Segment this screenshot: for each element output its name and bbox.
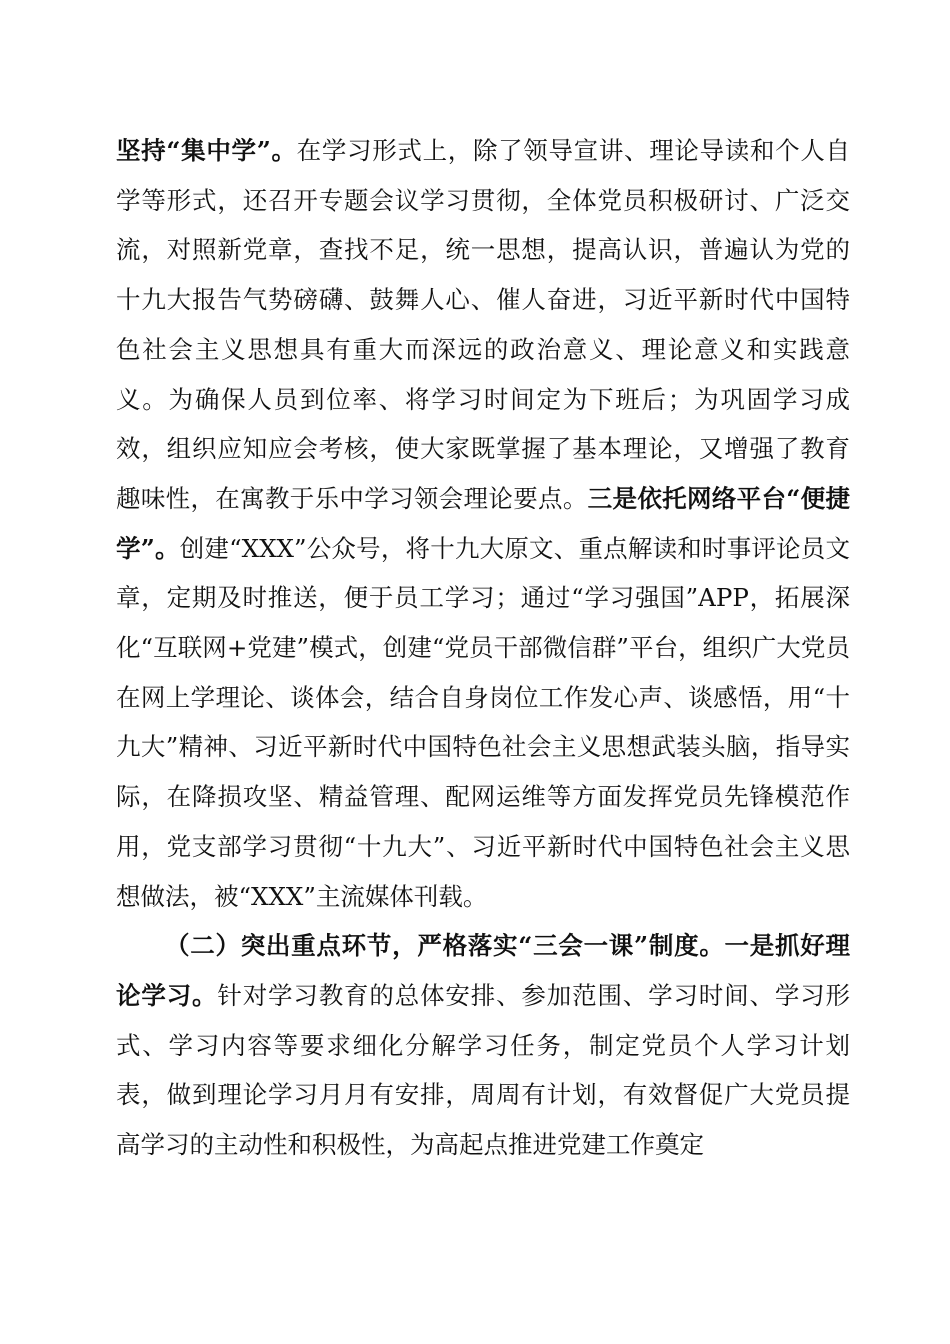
paragraph-three-meetings	[116, 921, 850, 1170]
bold-lead-phrase: 坚持“集中学”。	[116, 136, 297, 165]
document-body	[116, 126, 850, 1170]
paragraph-text: 在学习形式上，除了领导宣讲、理论导读和个人自学等形式，还召开专题会议学习贯彻，全体党员积极研讨、广泛交流，对照新党章，查找不足，统一思想，提高认识，普遍认为党的十九大报告气势磅礴、鼓舞人心、催人奋进，习近平新时代中国特色社会主义思想具有重大而深远的政治意义、理论意义和实践意义。为确保人员到位率、将学习时间定为下班后；为巩固学习成效，组织应知应会考核，使大家既掌握了基本理论，又增强了教育趣味性，在寓教于乐中学习领会理论要点。	[116, 136, 851, 513]
paragraph-text: 创建“XXX”公众号，将十九大原文、重点解读和时事评论员文章，定期及时推送，便于员工学习；通过“学习强国”APP，拓展深化“互联网+党建”模式，创建“党员干部微信群”平台，组织广大党员在网上学理论、谈体会，结合自身岗位工作发心声、谈感悟，用“十九大”精神、习近平新时代中国特色社会主义思想武装头脑，指导实际，在降损攻坚、精益管理、配网运维等方面发挥党员先锋模范作用，党支部学习贯彻“十九大”、习近平新时代中国特色社会主义思想做法，被“XXX”主流媒体刊载。	[116, 533, 851, 911]
section-heading: （二）突出重点环节，严格落实“三会一课”制度。一是抓好理论学习。	[116, 931, 850, 1010]
paragraph-study-methods	[116, 126, 850, 921]
bold-subheading-online-platform: 三是依托网络平台“便捷学”。	[116, 483, 851, 563]
paragraph-text: 针对学习教育的总体安排、参加范围、学习时间、学习形式、学习内容等要求细化分解学习任务，制定党员个人学习计划表，做到理论学习月月有安排，周周有计划，有效督促广大党员提高学习的主动性和积极性，为高起点推进党建工作奠定	[116, 980, 850, 1160]
